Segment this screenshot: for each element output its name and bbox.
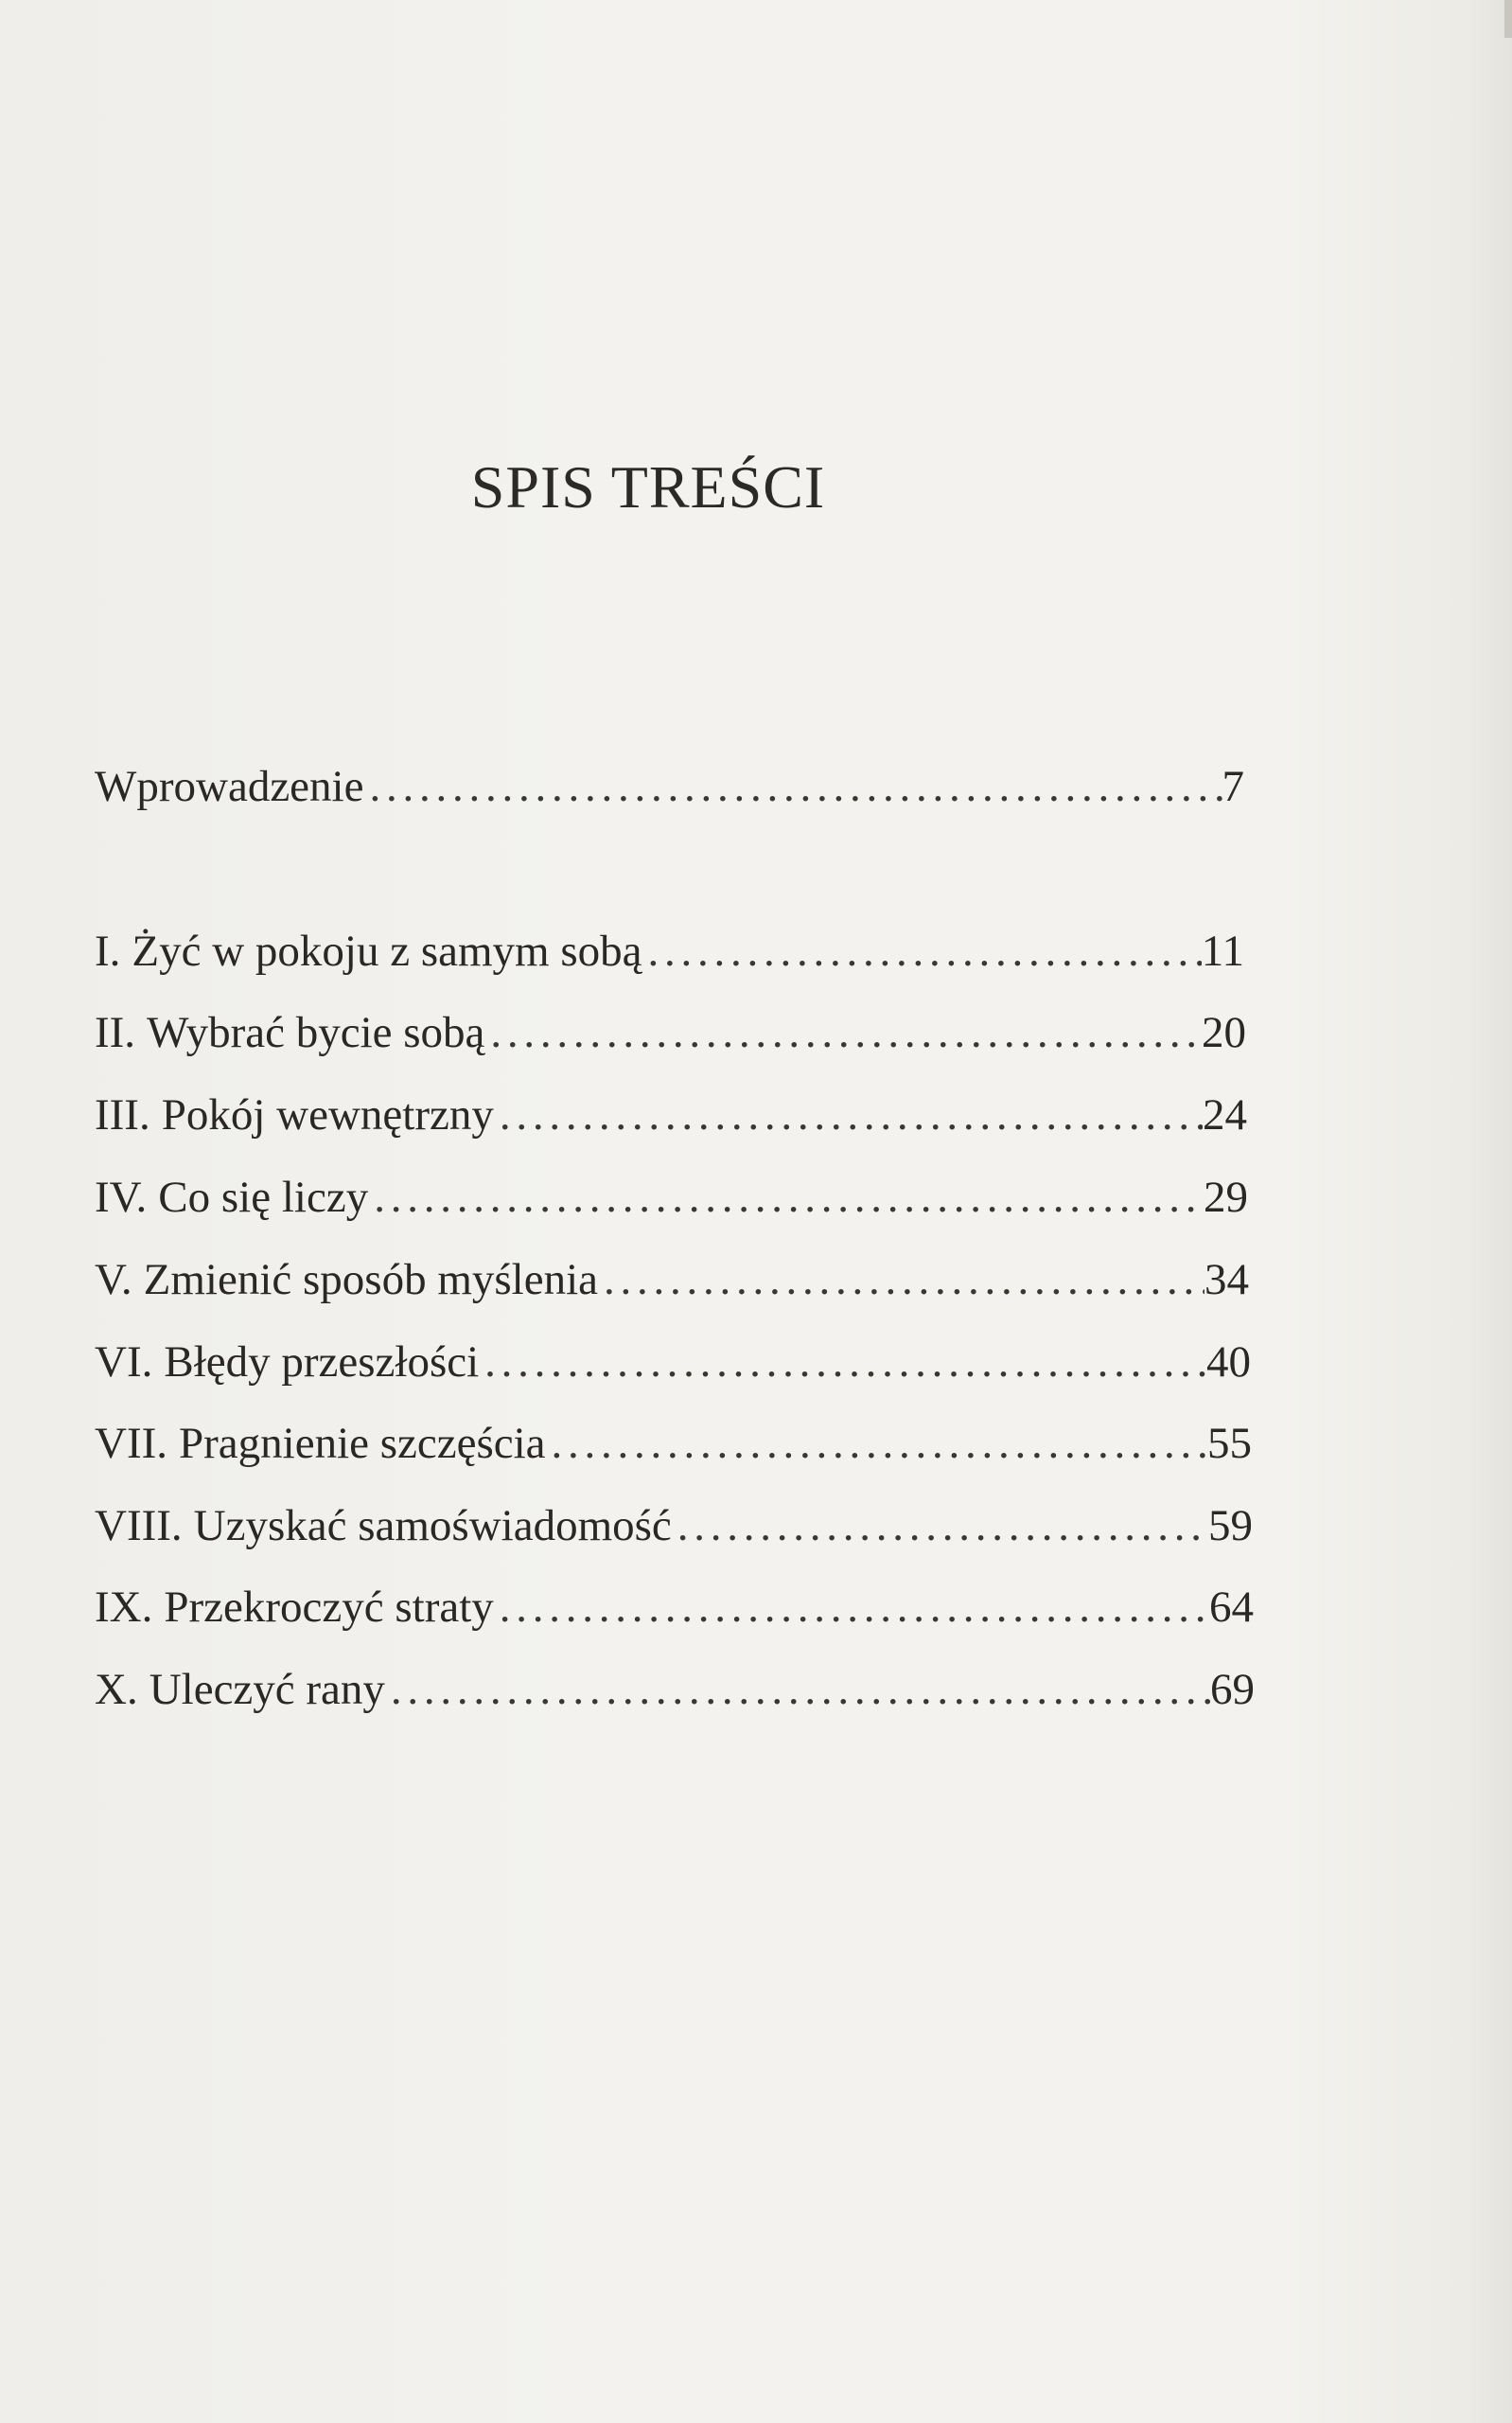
dot-leader <box>494 1585 1209 1630</box>
chapter-title: Pokój wewnętrzny <box>161 1090 494 1140</box>
toc-chapter-entry <box>95 1337 1251 1387</box>
chapter-title: Żyć w pokoju z samym sobą <box>132 927 642 976</box>
dot-leader <box>598 1258 1204 1302</box>
chapter-page: 69 <box>1210 1665 1255 1714</box>
chapter-number: VIII. <box>95 1501 183 1550</box>
chapter-number: II. <box>95 1008 136 1057</box>
chapter-title: Co się liczy <box>158 1173 369 1222</box>
page-edge-mark <box>1504 0 1512 38</box>
dot-leader <box>479 1340 1206 1385</box>
toc-chapter-entry <box>95 1255 1249 1304</box>
chapter-title: Wybrać bycie sobą <box>147 1008 485 1057</box>
toc-chapter-entry <box>95 1419 1252 1468</box>
chapter-title: Błędy przeszłości <box>164 1337 480 1387</box>
dot-leader <box>363 765 1222 809</box>
chapter-page: 29 <box>1204 1173 1248 1222</box>
toc-chapter-entry <box>95 1665 1255 1714</box>
chapter-title: Przekroczyć straty <box>164 1583 494 1632</box>
chapter-page: 11 <box>1201 927 1244 976</box>
dot-leader <box>546 1422 1207 1466</box>
dot-leader <box>368 1176 1204 1220</box>
chapter-number: X. <box>95 1665 138 1714</box>
toc-chapter-entry <box>95 1501 1253 1550</box>
chapter-page: 20 <box>1202 1008 1246 1057</box>
toc-chapter-entry <box>95 1090 1247 1140</box>
chapter-page: 55 <box>1207 1419 1252 1468</box>
chapter-page: 34 <box>1204 1255 1249 1304</box>
toc-intro-label: Wprowadzenie <box>95 762 364 811</box>
dot-leader <box>642 929 1202 974</box>
toc-intro-page: 7 <box>1222 762 1244 811</box>
chapter-number: VI. <box>95 1337 153 1387</box>
chapter-page: 40 <box>1206 1337 1251 1387</box>
dot-leader <box>484 1011 1202 1055</box>
toc-chapter-entry <box>95 1008 1246 1057</box>
chapter-title: Uleczyć rany <box>149 1665 385 1714</box>
chapter-number: IX. <box>95 1583 153 1632</box>
chapter-page: 64 <box>1209 1583 1254 1632</box>
chapter-title: Uzyskać samoświadomość <box>193 1501 672 1550</box>
chapter-title: Zmienić sposób myślenia <box>143 1255 599 1304</box>
chapter-title: Pragnienie szczęścia <box>179 1419 546 1468</box>
chapter-number: I. <box>95 927 121 976</box>
chapter-number: VII. <box>95 1419 167 1468</box>
dot-leader <box>672 1504 1208 1548</box>
toc-intro-entry <box>95 762 1244 811</box>
chapter-page: 24 <box>1203 1090 1247 1140</box>
chapter-number: IV. <box>95 1173 148 1222</box>
toc-chapter-entry <box>95 929 1244 974</box>
chapter-page: 59 <box>1208 1501 1253 1550</box>
chapter-number: III. <box>95 1090 150 1140</box>
dot-leader <box>494 1093 1203 1138</box>
page-title: SPIS TREŚCI <box>470 453 826 521</box>
toc-chapter-entry <box>95 1585 1254 1630</box>
toc-chapter-entry <box>95 1173 1248 1222</box>
chapter-number: V. <box>95 1255 132 1304</box>
dot-leader <box>385 1668 1210 1712</box>
